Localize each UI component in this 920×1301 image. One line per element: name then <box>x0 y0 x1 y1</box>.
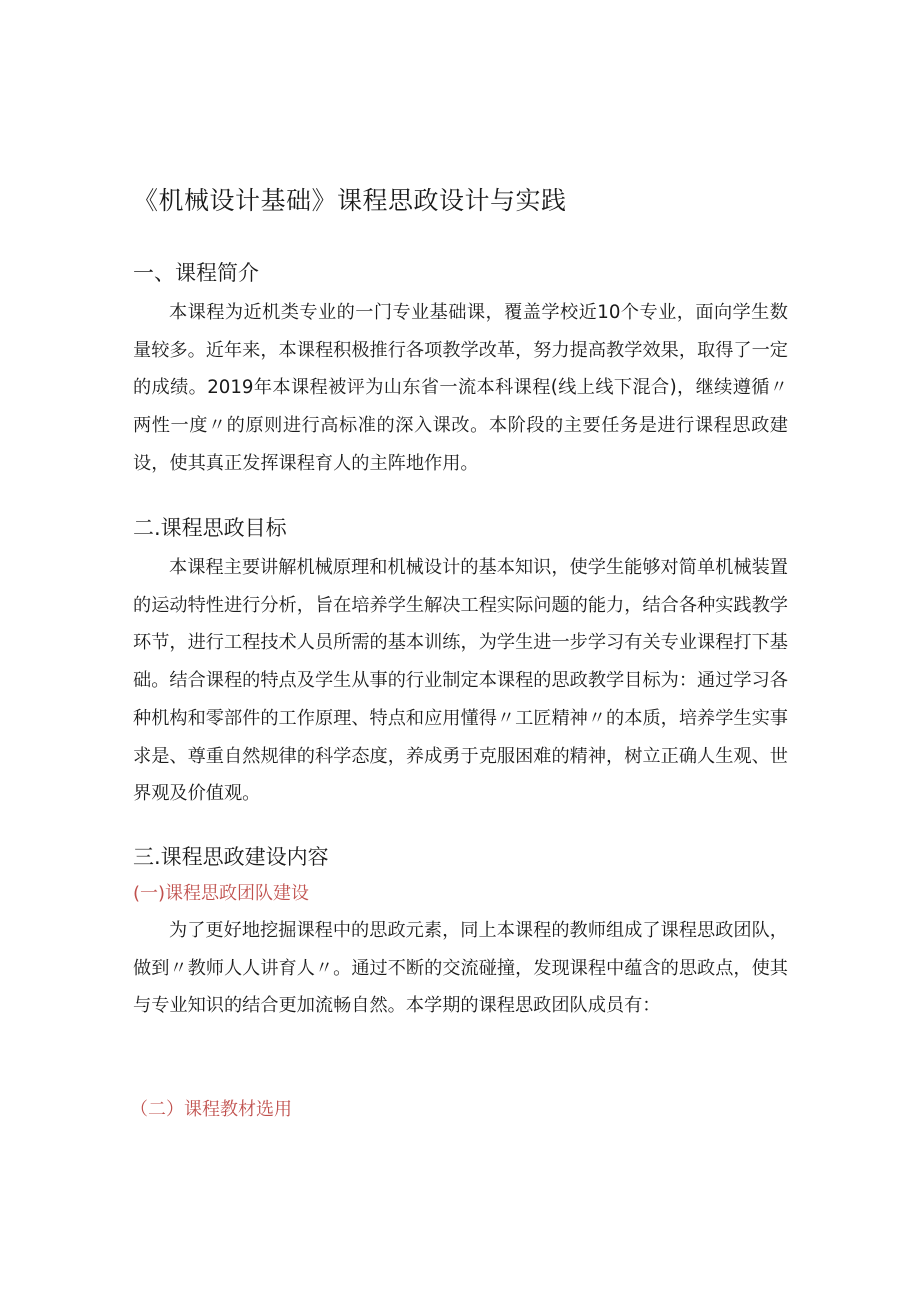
subsection-heading-textbook: （二）课程教材选用 <box>130 1099 292 1120</box>
subsection-paragraph-team: 为了更好地挖掘课程中的思政元素，同上本课程的教师组成了课程思政团队，做到〃教师人人讲育人〃。通过不断的交流碰撞，发现课程中蕴含的思政点，使其与专业知识的结合更加流畅自然。本学期的课程思政团队成员有： <box>133 920 788 1017</box>
section-heading-intro: 一、课程简介 <box>133 261 259 285</box>
section-paragraph-goals: 本课程主要讲解机械原理和机械设计的基本知识，使学生能够对简单机械装置的运动特性进行分析，旨在培养学生解决工程实际问题的能力，结合各种实践教学环节，进行工程技术人员所需的基本训练，为学生进一步学习有关专业课程打下基础。结合课程的特点及学生从事的行业制定本课程的思政教学目标为：通过学习各种机构和零部件的工作原理、特点和应用懂得〃工匠精神〃的本质，培养学生实事求是、尊重自然规律的科学态度，养成勇于克服困难的精神，树立正确人生观、世界观及价值观。 <box>133 557 788 805</box>
section-heading-content: 三.课程思政建设内容 <box>133 845 329 869</box>
subsection-heading-team: (一)课程思政团队建设 <box>133 883 310 904</box>
document-title: 《机械设计基础》课程思政设计与实践 <box>133 186 567 215</box>
section-heading-goals: 二.课程思政目标 <box>133 516 287 540</box>
section-paragraph-intro: 本课程为近机类专业的一门专业基础课，覆盖学校近10个专业，面向学生数量较多。近年来，本课程积极推行各项教学改革，努力提高教学效果，取得了一定的成绩。2019年本课程被评为山东省一流本科课程(线上线下混合)，继续遵循〃两性一度〃的原则进行高标准的深入课改。本阶段的主要任务是进行课程思政建设，使其真正发挥课程育人的主阵地作用。 <box>133 302 788 474</box>
